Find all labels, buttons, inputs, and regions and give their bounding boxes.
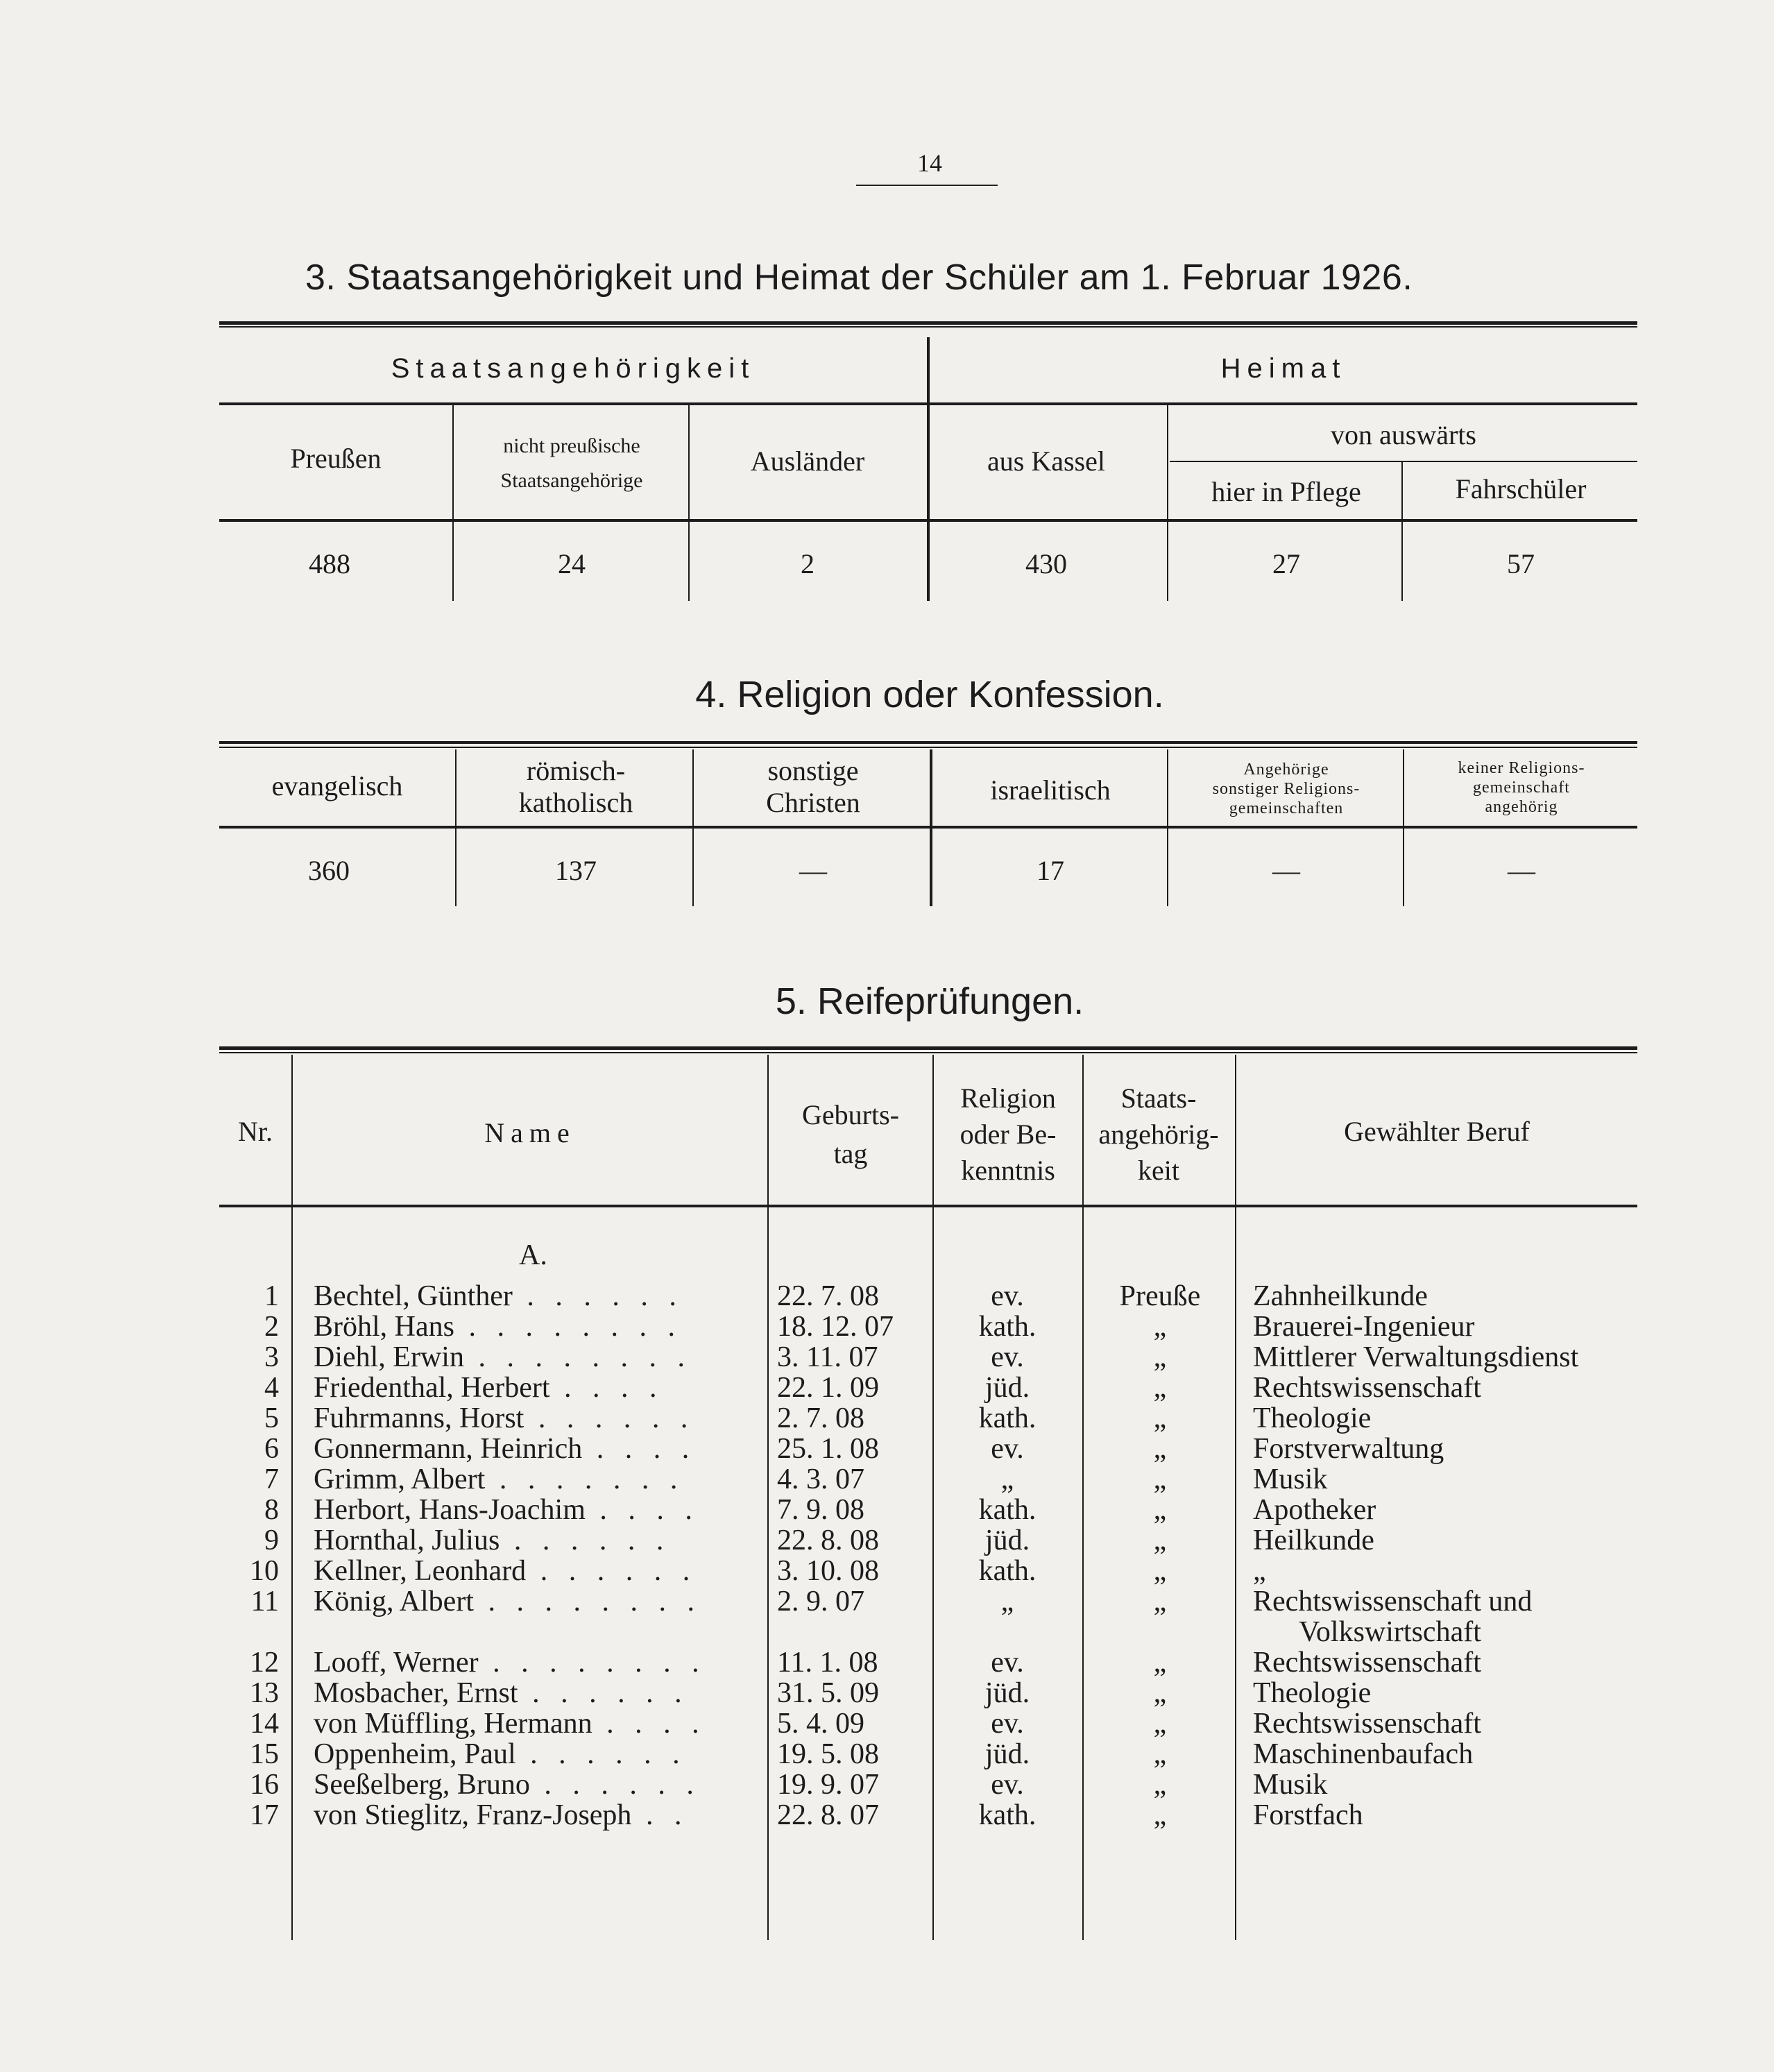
row-name: Mosbacher, Ernst . . . . . . [314,1677,689,1709]
row-name: Herbort, Hans-Joachim . . . . [314,1494,699,1526]
row-staatsangehoerigkeit: „ [1153,1402,1167,1434]
row-beruf: Rechtswissenschaft [1253,1708,1481,1740]
s4-value-keiner: — [1508,855,1535,886]
row-geburtstag: 25. 1. 08 [777,1433,879,1465]
s5-header-staats-3: keit [1138,1155,1179,1186]
s5-group-label: A. [519,1239,547,1271]
s4-top-rule-thin [219,747,1637,748]
s3-divider-5 [1401,461,1403,601]
s3-divider-2 [688,405,690,601]
s4-header-angehoerige-1: Angehörige [1243,761,1329,779]
row-staatsangehoerigkeit: „ [1153,1372,1167,1404]
row-religion: jüd. [984,1677,1030,1709]
s4-header-keiner-3: angehörig [1485,798,1558,816]
s3-value-fahrschueler: 57 [1507,548,1535,579]
row-number: 16 [250,1769,279,1801]
row-staatsangehoerigkeit: „ [1153,1463,1167,1495]
row-leader-dots: . . . . [549,1372,664,1404]
s3-divider-3 [927,405,930,601]
page-number-rule [856,185,998,186]
row-staatsangehoerigkeit: „ [1153,1586,1167,1617]
row-staatsangehoerigkeit: „ [1153,1311,1167,1343]
s5-divider-geb [932,1055,934,1940]
row-religion: ev. [991,1769,1024,1801]
row-geburtstag: 22. 8. 08 [777,1525,879,1556]
row-number: 12 [250,1647,279,1679]
s4-header-roemisch-2: katholisch [518,787,633,818]
row-leader-dots: . . . . . . [526,1555,697,1587]
row-leader-dots: . . . . . . . [485,1463,685,1495]
row-beruf: Theologie [1253,1402,1372,1434]
row-beruf: Zahnheilkunde [1253,1280,1428,1312]
row-geburtstag: 18. 12. 07 [777,1311,894,1343]
row-number: 3 [264,1341,279,1373]
row-leader-dots: . . . . [582,1433,697,1465]
section3-title: 3. Staatsangehörigkeit und Heimat der Schüler am 1. Februar 1926. [305,257,1413,298]
row-number: 8 [264,1494,279,1526]
row-leader-dots: . . [631,1799,689,1831]
row-geburtstag: 2. 9. 07 [777,1586,864,1617]
s4-header-sonstige-2: Christen [766,787,860,818]
row-leader-dots: . . . . . . [500,1525,671,1556]
row-religion: ev. [991,1433,1024,1465]
row-beruf: Rechtswissenschaft und [1253,1586,1533,1617]
s5-header-name: Name [484,1117,576,1148]
s4-divider-4 [1167,749,1168,906]
row-beruf: Maschinenbaufach [1253,1738,1474,1770]
s3-top-rule-thin [219,326,1637,328]
row-number: 11 [250,1586,279,1617]
s3-divider-group [927,337,930,405]
row-staatsangehoerigkeit: „ [1153,1433,1167,1465]
row-religion: ev. [991,1280,1024,1312]
row-staatsangehoerigkeit: „ [1153,1799,1167,1831]
s5-divider-name [767,1055,769,1940]
row-leader-dots: . . . . [592,1708,706,1740]
row-number: 1 [264,1280,279,1312]
row-geburtstag: 19. 9. 07 [777,1769,879,1801]
row-name: Bechtel, Günther . . . . . . [314,1280,683,1312]
s3-header-preussen: Preußen [290,443,382,474]
s5-header-geburtstag-1: Geburts- [802,1099,899,1130]
s4-header-roemisch-1: römisch- [526,755,626,786]
s4-header-israelitisch: israelitisch [990,774,1111,806]
s5-header-religion-1: Religion [960,1082,1056,1114]
row-leader-dots: . . . . . . [512,1280,683,1312]
s3-top-rule [219,321,1637,325]
row-religion: kath. [978,1555,1037,1587]
row-beruf: Rechtswissenschaft [1253,1372,1481,1404]
row-leader-dots: . . . . [585,1494,699,1526]
row-leader-dots: . . . . . . . . [473,1586,701,1617]
s5-header-staats-1: Staats- [1120,1082,1197,1114]
row-geburtstag: 7. 9. 08 [777,1494,864,1526]
row-religion: kath. [978,1799,1037,1831]
s5-header-nr: Nr. [238,1116,273,1147]
row-religion: jüd. [984,1738,1030,1770]
s3-header-fahrschueler: Fahrschüler [1455,473,1587,504]
row-religion: „ [1000,1586,1014,1617]
s5-top-rule-thin [219,1052,1637,1053]
row-name: Grimm, Albert . . . . . . . [314,1463,685,1495]
s4-value-roemisch: 137 [555,855,597,886]
row-name: Hornthal, Julius . . . . . . [314,1525,671,1556]
row-beruf: „ [1253,1555,1266,1587]
s4-value-evangelisch: 360 [308,855,350,886]
s3-value-nicht-preussische: 24 [558,548,586,579]
row-name: Oppenheim, Paul . . . . . . [314,1738,687,1770]
row-name: Friedenthal, Herbert . . . . [314,1372,664,1404]
row-staatsangehoerigkeit: „ [1153,1647,1167,1679]
s3-header-aus-kassel: aus Kassel [987,445,1105,477]
row-staatsangehoerigkeit: „ [1153,1677,1167,1709]
s3-header-nicht-preussische-2: Staatsangehörige [500,469,643,492]
row-number: 15 [250,1738,279,1770]
row-staatsangehoerigkeit: „ [1153,1738,1167,1770]
s3-value-preussen: 488 [309,548,350,579]
row-religion: kath. [978,1494,1037,1526]
row-beruf: Rechtswissenschaft [1253,1647,1481,1679]
s4-header-angehoerige-2: sonstiger Religions- [1212,780,1361,798]
s4-divider-2 [692,749,694,906]
row-geburtstag: 22. 1. 09 [777,1372,879,1404]
row-number: 13 [250,1677,279,1709]
row-geburtstag: 22. 8. 07 [777,1799,879,1831]
s3-value-hier-in-pflege: 27 [1272,548,1300,579]
s3-subgroup-rule [1170,461,1637,462]
row-geburtstag: 2. 7. 08 [777,1402,864,1434]
row-beruf: Musik [1253,1769,1328,1801]
row-number: 4 [264,1372,279,1404]
s3-header-auslaender: Ausländer [750,445,865,477]
row-geburtstag: 5. 4. 09 [777,1708,864,1740]
row-number: 7 [264,1463,279,1495]
s4-divider-1 [455,749,457,906]
row-religion: kath. [978,1311,1037,1343]
row-leader-dots: . . . . . . [529,1769,701,1801]
row-number: 14 [250,1708,279,1740]
row-beruf: Theologie [1253,1677,1372,1709]
row-beruf: Heilkunde [1253,1525,1374,1556]
row-name: Kellner, Leonhard . . . . . . [314,1555,697,1587]
row-number: 6 [264,1433,279,1465]
s5-header-beruf: Gewählter Beruf [1344,1116,1530,1147]
row-leader-dots: . . . . . . [524,1402,695,1434]
row-religion: ev. [991,1647,1024,1679]
s4-header-keiner-1: keiner Religions- [1458,759,1585,777]
row-beruf: Apotheker [1253,1494,1376,1526]
row-name: Looff, Werner . . . . . . . . [314,1647,706,1679]
row-name: von Stieglitz, Franz-Joseph . . [314,1799,689,1831]
row-geburtstag: 11. 1. 08 [777,1647,878,1679]
row-beruf: Musik [1253,1463,1328,1495]
row-leader-dots: . . . . . . [518,1677,689,1709]
row-leader-dots: . . . . . . . . [478,1647,706,1679]
row-number: 17 [250,1799,279,1831]
page-number: 14 [917,149,942,177]
row-geburtstag: 4. 3. 07 [777,1463,864,1495]
s4-header-angehoerige-3: gemeinschaften [1229,799,1344,817]
s3-value-aus-kassel: 430 [1025,548,1067,579]
row-name: Fuhrmanns, Horst . . . . . . [314,1402,695,1434]
s5-header-religion-2: oder Be- [960,1119,1057,1150]
s3-group-staatsangehoerigkeit: Staatsangehörigkeit [391,353,756,384]
s3-divider-4 [1167,405,1168,601]
row-religion: kath. [978,1402,1037,1434]
row-staatsangehoerigkeit: „ [1153,1341,1167,1373]
row-staatsangehoerigkeit: „ [1153,1708,1167,1740]
row-religion: jüd. [984,1525,1030,1556]
s3-group-heimat: Heimat [1220,353,1347,384]
s4-header-evangelisch: evangelisch [271,770,403,801]
s3-header-nicht-preussische-1: nicht preußische [503,434,640,457]
s3-header-hier-in-pflege: hier in Pflege [1211,476,1361,507]
s4-divider-3 [930,749,932,906]
section4-title: 4. Religion oder Konfession. [695,674,1164,715]
row-name: Diehl, Erwin . . . . . . . . [314,1341,692,1373]
row-geburtstag: 31. 5. 09 [777,1677,879,1709]
row-religion: ev. [991,1341,1024,1373]
row-beruf: Forstfach [1253,1799,1363,1831]
s5-header-religion-3: kenntnis [961,1155,1055,1186]
row-name: von Müffling, Hermann . . . . [314,1708,706,1740]
s4-divider-5 [1403,749,1404,906]
s5-header-geburtstag-2: tag [833,1138,868,1169]
row-name: Gonnermann, Heinrich . . . . [314,1433,697,1465]
row-leader-dots: . . . . . . [515,1738,687,1770]
row-beruf: Forstverwaltung [1253,1433,1444,1465]
row-staatsangehoerigkeit: „ [1153,1494,1167,1526]
row-name: Bröhl, Hans . . . . . . . . [314,1311,682,1343]
row-name: König, Albert . . . . . . . . [314,1586,701,1617]
s3-header-von-auswaerts: von auswärts [1331,419,1476,450]
s5-divider-nr [291,1055,293,1940]
row-beruf: Mittlerer Verwaltungsdienst [1253,1341,1579,1373]
s5-header-staats-2: angehörig- [1098,1119,1219,1150]
row-leader-dots: . . . . . . . . [463,1341,692,1373]
s5-top-rule [219,1046,1637,1050]
s4-value-angehoerige: — [1272,855,1300,886]
s4-header-keiner-2: gemeinschaft [1473,779,1570,797]
s4-top-rule [219,741,1637,744]
s4-value-sonstige: — [799,855,827,886]
s4-header-sonstige-1: sonstige [767,755,859,786]
row-geburtstag: 3. 10. 08 [777,1555,879,1587]
row-staatsangehoerigkeit: „ [1153,1525,1167,1556]
row-leader-dots: . . . . . . . . [454,1311,682,1343]
row-name: Seeßelberg, Bruno . . . . . . [314,1769,701,1801]
section5-title: 5. Reifeprüfungen. [775,980,1084,1022]
row-geburtstag: 22. 7. 08 [777,1280,879,1312]
row-number: 10 [250,1555,279,1587]
row-staatsangehoerigkeit: „ [1153,1769,1167,1801]
row-number: 2 [264,1311,279,1343]
row-number: 9 [264,1525,279,1556]
s3-value-auslaender: 2 [801,548,814,579]
s3-divider-1 [452,405,454,601]
row-staatsangehoerigkeit: „ [1153,1555,1167,1587]
row-religion: „ [1000,1463,1014,1495]
row-religion: ev. [991,1708,1024,1740]
row-religion: jüd. [984,1372,1030,1404]
s5-header-bottom-rule [219,1205,1637,1207]
row-staatsangehoerigkeit: Preuße [1119,1280,1201,1312]
s4-header-bottom-rule [219,826,1637,829]
row-beruf: Brauerei-Ingenieur [1253,1311,1475,1343]
s4-value-israelitisch: 17 [1037,855,1064,886]
row-number: 5 [264,1402,279,1434]
row-beruf: Volkswirtschaft [1299,1616,1481,1648]
row-geburtstag: 19. 5. 08 [777,1738,879,1770]
row-geburtstag: 3. 11. 07 [777,1341,878,1373]
